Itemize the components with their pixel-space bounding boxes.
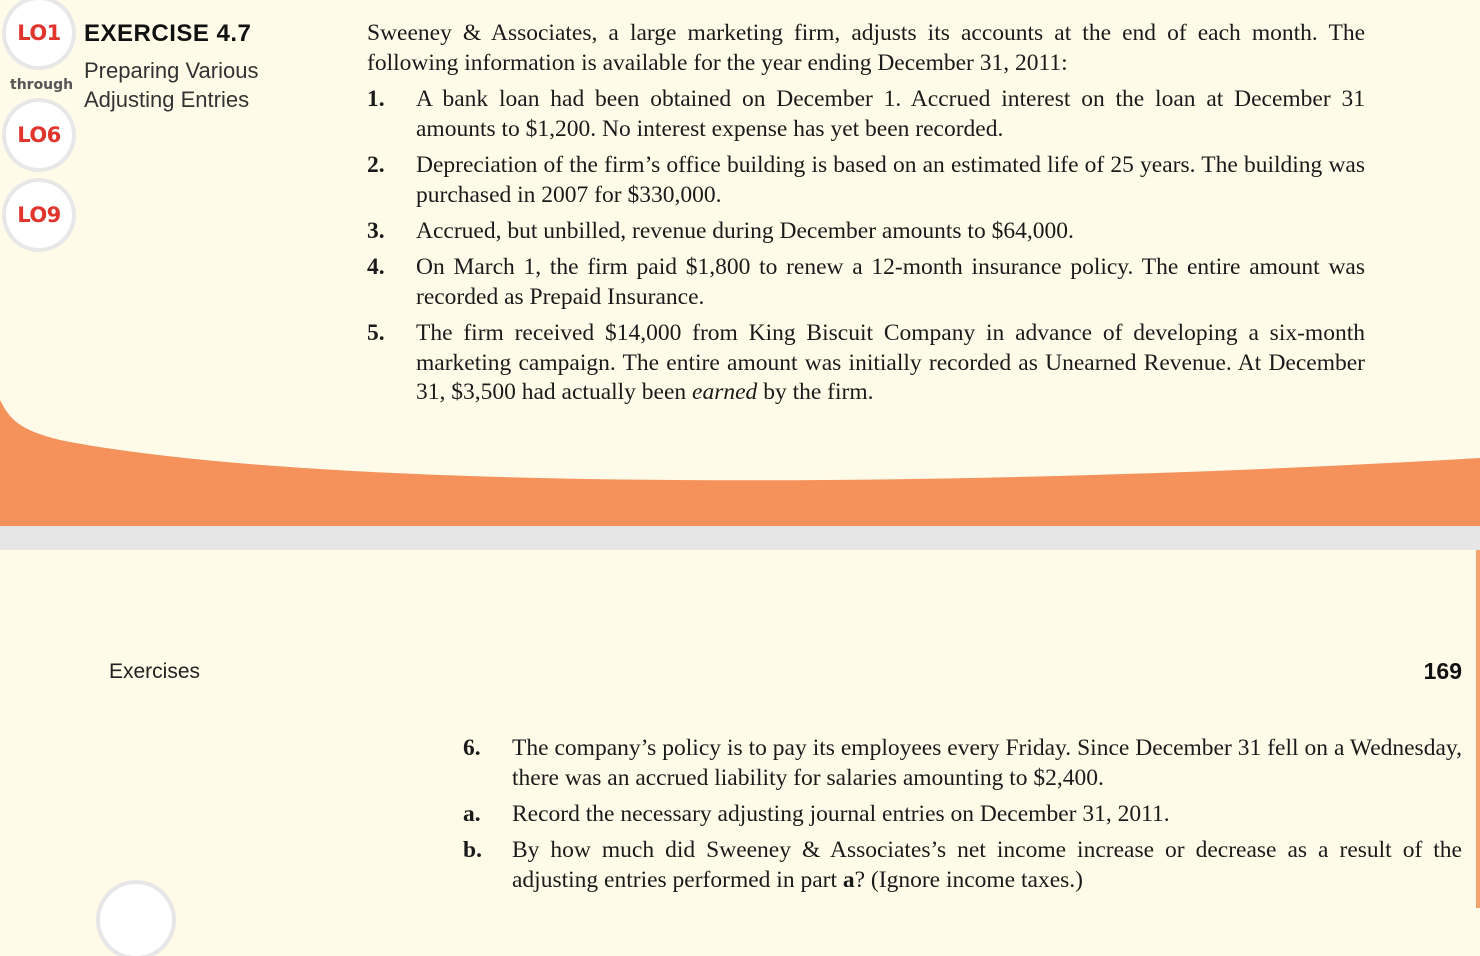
part-letter: a. bbox=[463, 801, 481, 827]
item-number: 1. bbox=[367, 86, 385, 112]
item-number: 6. bbox=[463, 735, 481, 761]
lo9-badge bbox=[6, 182, 72, 248]
part-text-part: By how much did Sweeney & Associates’s net income increase or decrease as a result of the adjusting entries performed in part bbox=[512, 837, 1462, 893]
through-label: through bbox=[10, 77, 74, 93]
lo6-label: LO6 bbox=[17, 123, 61, 147]
section-footer: Exercises bbox=[109, 660, 201, 683]
item-number: 4. bbox=[367, 254, 385, 280]
item-number: 3. bbox=[367, 218, 385, 244]
lo1-label: LO1 bbox=[17, 21, 61, 45]
exercise-title: EXERCISE 4.7 bbox=[84, 20, 252, 47]
part-text-part: ? (Ignore income taxes.) bbox=[854, 866, 1083, 893]
lo1-badge bbox=[6, 0, 72, 66]
lo6-badge bbox=[6, 102, 72, 168]
item-text: On March 1, the firm paid $1,800 to renew a 12-month insurance policy. The entire amount was recorded as Prepaid Insurance. bbox=[416, 254, 1365, 310]
item-text: Depreciation of the firm’s office building is based on an estimated life of 25 years. The building was purchased in 2007 for $330,000. bbox=[416, 152, 1365, 208]
item-text: A bank loan had been obtained on December 1. Accrued interest on the loan at December 31 amounts to $1,200. No interest expense has yet been recorded. bbox=[416, 86, 1365, 142]
item-text-part: by the firm. bbox=[757, 379, 874, 405]
page-divider bbox=[0, 526, 1480, 550]
item-text-emphasis: earned bbox=[692, 379, 758, 405]
part-letter: b. bbox=[463, 837, 482, 863]
page-edge-accent bbox=[1476, 550, 1480, 908]
item-text: The company’s policy is to pay its employees every Friday. Since December 31 fell on a Wednesday, there was an accrued liability for salaries amounting to $2,400. bbox=[512, 735, 1462, 791]
partial-badge bbox=[100, 884, 172, 956]
exercise-intro: Sweeney & Associates, a large marketing firm, adjusts its accounts at the end of each month. The following information is available for the year ending December 31, 2011: bbox=[367, 20, 1365, 76]
item-text: Accrued, but unbilled, revenue during December amounts to $64,000. bbox=[416, 218, 1074, 244]
exercise-subtitle: Preparing Various Adjusting Entries bbox=[84, 58, 259, 112]
part-text bbox=[512, 836, 1462, 895]
item-number: 2. bbox=[367, 152, 385, 178]
page-number: 169 bbox=[1423, 658, 1462, 684]
lo9-label: LO9 bbox=[17, 203, 61, 227]
item-text bbox=[416, 319, 1365, 408]
part-text: Record the necessary adjusting journal entries on December 31, 2011. bbox=[512, 801, 1170, 827]
part-text-bold: a bbox=[842, 866, 855, 893]
item-number: 5. bbox=[367, 320, 385, 346]
item-text-part: The firm received $14,000 from King Biscuit Company in advance of developing a six-month marketing campaign. The entire amount was initially recorded as Unearned Revenue. At December 31, $3,500 had actually been bbox=[416, 320, 1365, 405]
